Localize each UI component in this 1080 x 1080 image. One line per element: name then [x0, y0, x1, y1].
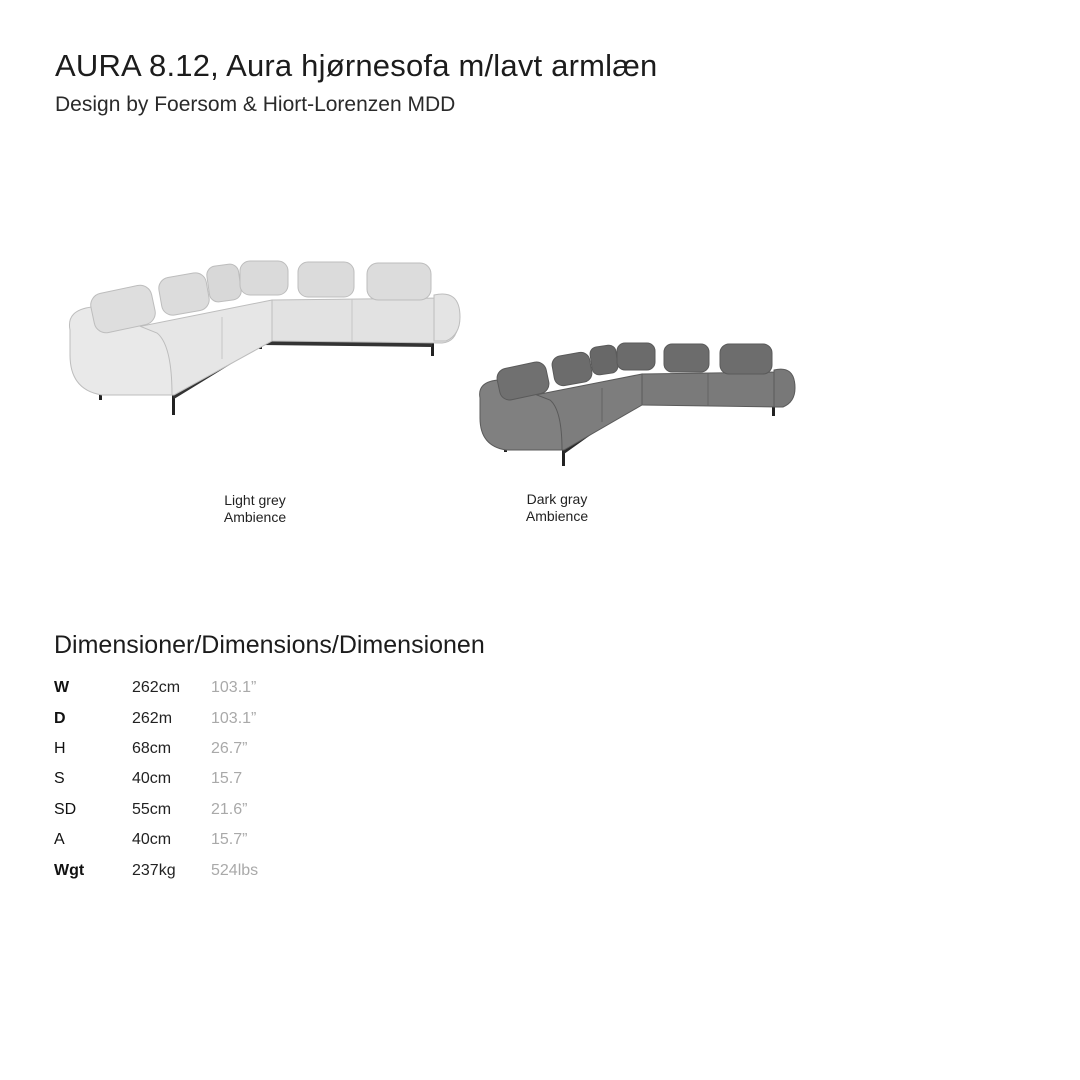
variant-collection: Ambience — [223, 509, 287, 525]
dimension-key: S — [54, 770, 65, 788]
variant-caption-light-grey — [175, 492, 335, 526]
dimension-key: Wgt — [54, 861, 85, 879]
dimension-metric: 55cm — [132, 800, 172, 818]
sofa-image-dark-gray — [474, 338, 798, 470]
dimension-metric: 68cm — [132, 739, 172, 757]
dimension-key: W — [54, 679, 70, 697]
dimension-imperial: 15.7 — [211, 770, 243, 788]
dimension-row — [54, 855, 258, 885]
dimension-row — [54, 825, 258, 855]
dimension-key: H — [54, 739, 66, 757]
dimension-row — [54, 764, 258, 794]
dimension-row — [54, 703, 258, 733]
dimension-metric: 237kg — [132, 861, 176, 879]
dimension-imperial: 26.7” — [211, 739, 248, 757]
dimension-metric: 40cm — [132, 770, 172, 788]
variant-caption-dark-gray — [477, 491, 637, 525]
dimension-row — [54, 673, 258, 703]
variant-collection: Ambience — [525, 508, 589, 524]
dimension-row — [54, 734, 258, 764]
dimensions-heading: Dimensioner/Dimensions/Dimensionen — [54, 631, 485, 659]
dimension-imperial: 103.1” — [211, 679, 257, 697]
dimension-imperial: 21.6” — [211, 800, 248, 818]
sofa-image-light-grey — [62, 255, 464, 420]
dimension-imperial: 15.7” — [211, 831, 248, 849]
page-title: AURA 8.12, Aura hjørnesofa m/lavt armlæn — [55, 48, 658, 83]
dimension-metric: 40cm — [132, 831, 172, 849]
variant-name: Dark gray — [526, 491, 588, 507]
dimensions-table — [54, 673, 258, 886]
designer-credit: Design by Foersom & Hiort-Lorenzen MDD — [55, 93, 456, 116]
dimension-metric: 262m — [132, 709, 173, 727]
dimension-key: A — [54, 831, 65, 849]
variant-name: Light grey — [224, 492, 286, 508]
dimension-key: SD — [54, 800, 77, 818]
dimension-metric: 262cm — [132, 679, 181, 697]
dimension-row — [54, 795, 258, 825]
dimension-imperial: 524lbs — [211, 861, 259, 879]
dimension-key: D — [54, 709, 66, 727]
dimension-imperial: 103.1” — [211, 709, 257, 727]
